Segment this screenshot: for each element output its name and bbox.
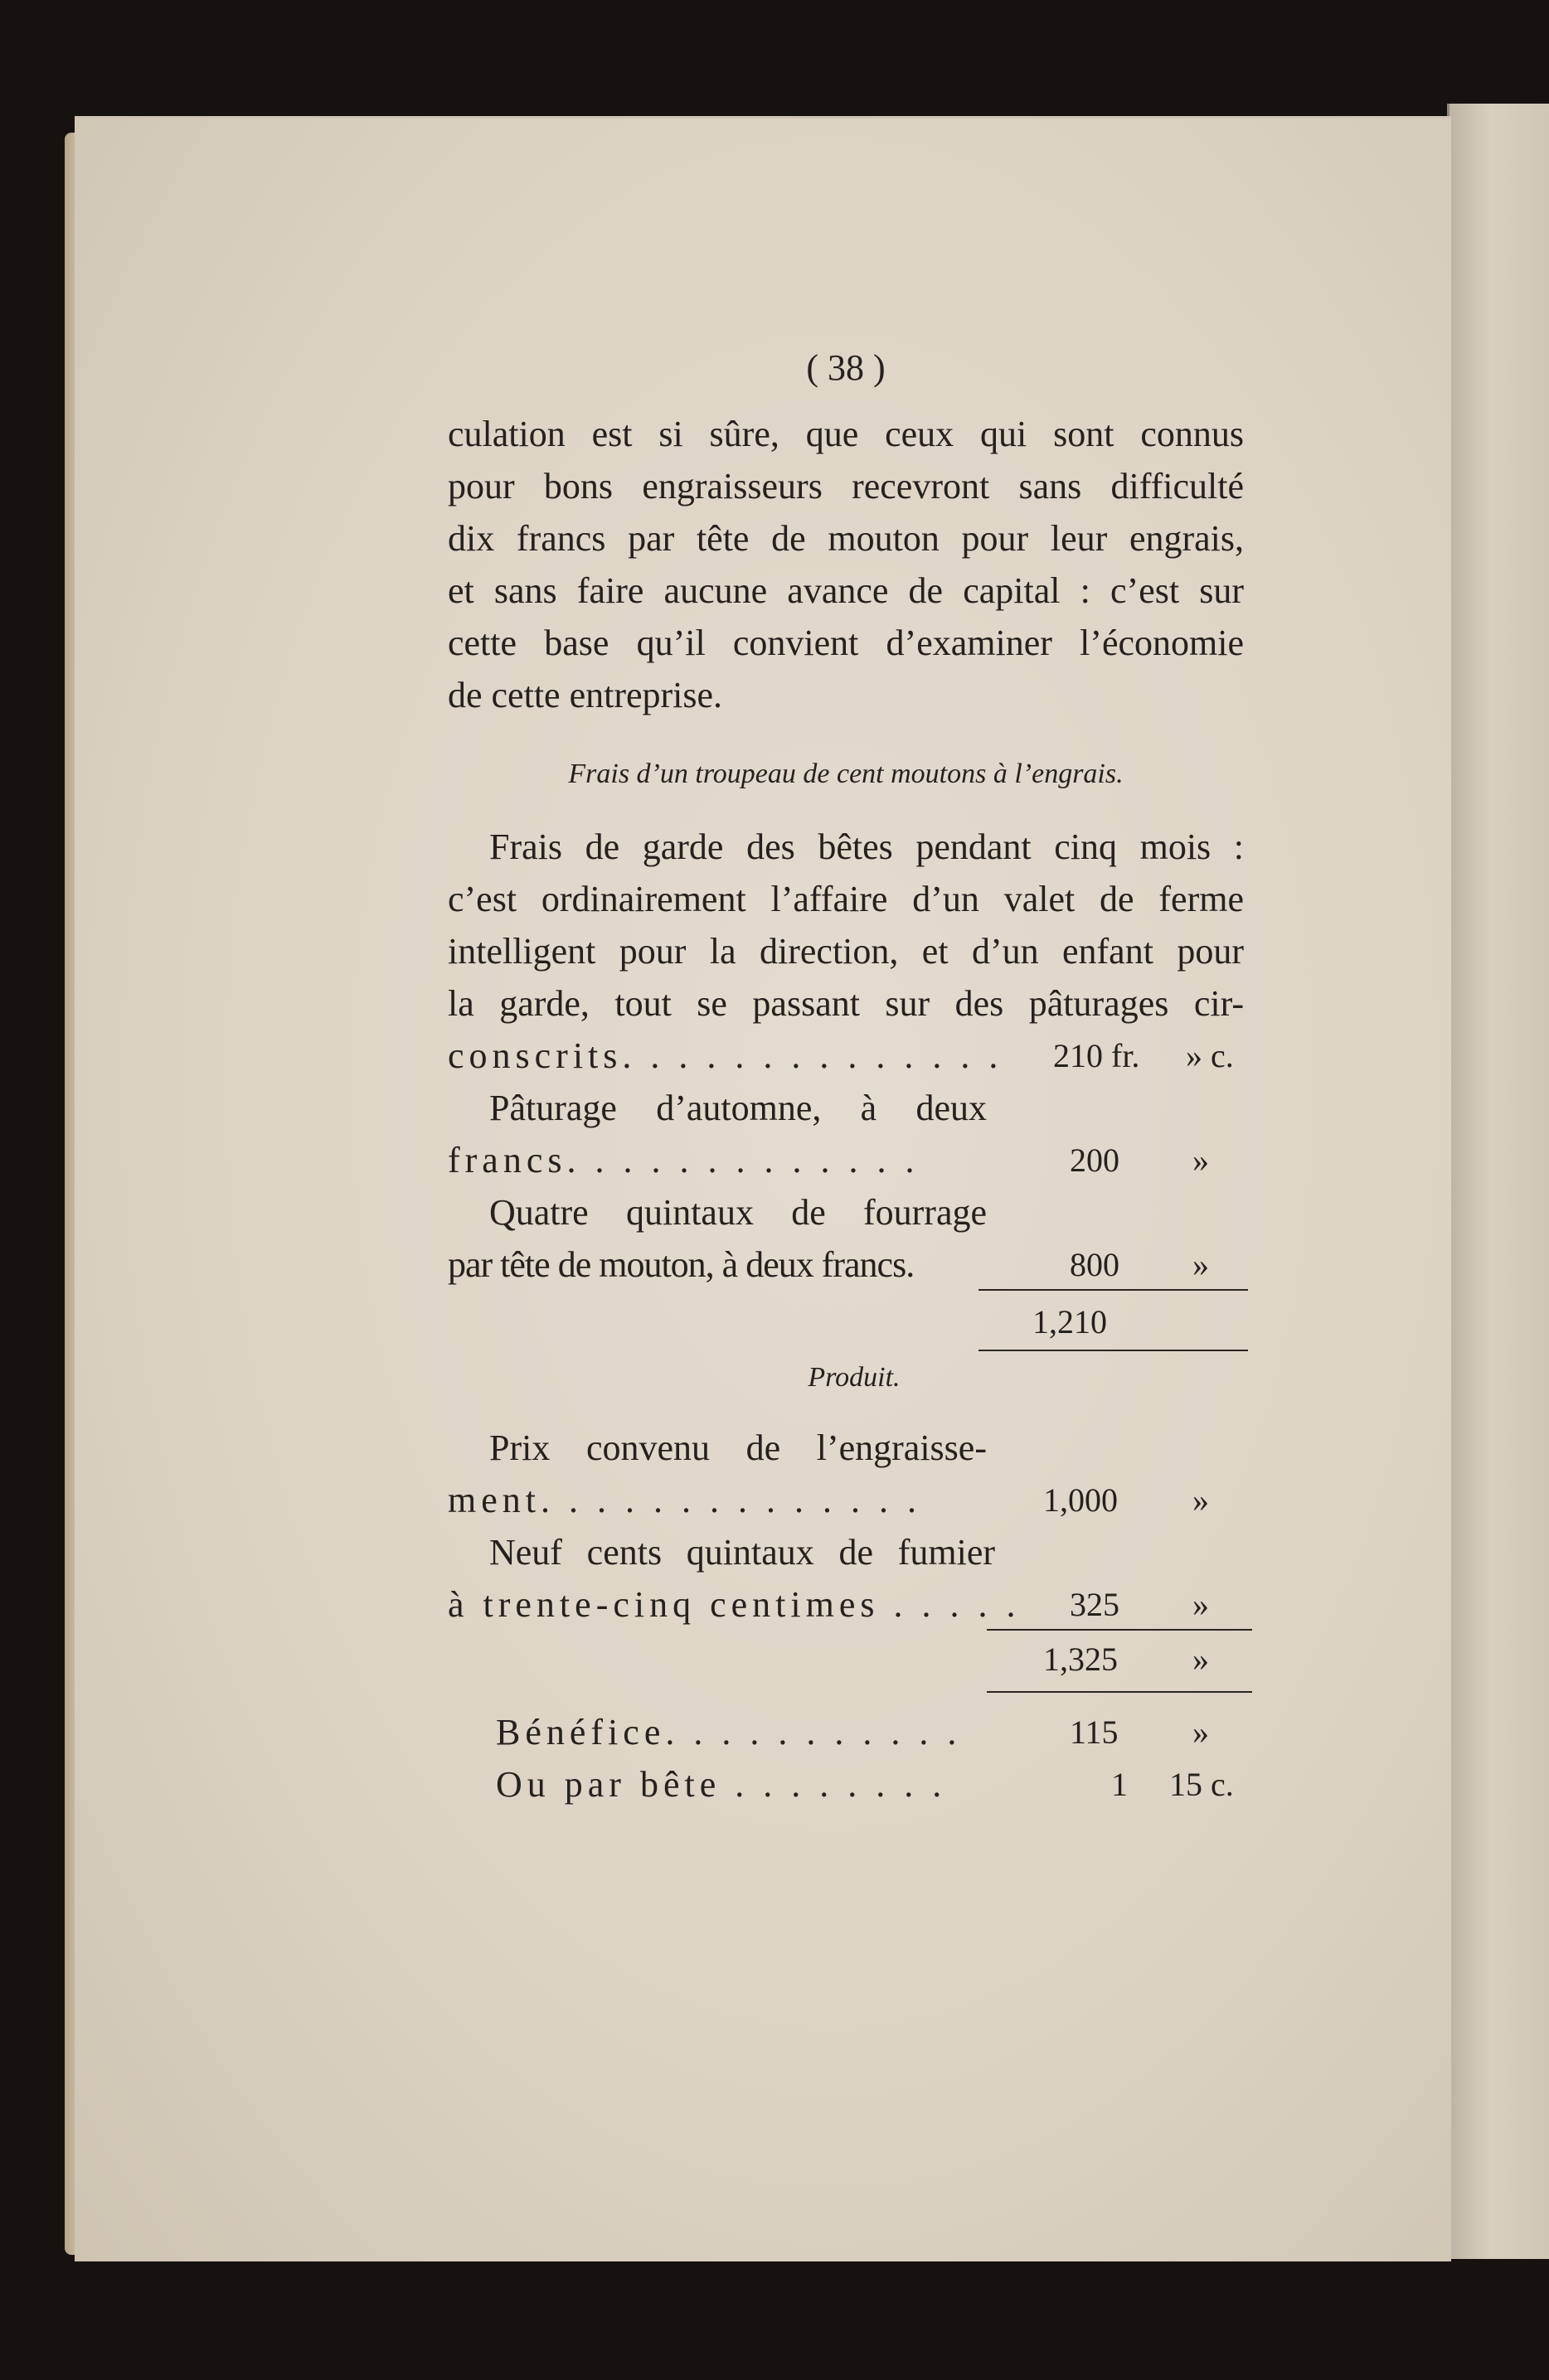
frais-item-label: par tête de mouton, à deux francs. xyxy=(448,1244,915,1285)
produit-item-unit: » xyxy=(1192,1481,1209,1519)
produit-item-label-first: Prix convenu de l’engraisse- xyxy=(489,1428,987,1468)
benefice-amount: 115 xyxy=(1070,1714,1119,1751)
intro-line-3: dix francs par tête de mouton pour leur engrais, xyxy=(448,518,1244,559)
frais-item-label: conscrits. . . . . . . . . . . . . . xyxy=(448,1035,1003,1076)
produit-total-unit: » xyxy=(1192,1641,1209,1678)
section-heading-frais: Frais d’un troupeau de cent moutons à l’engrais. xyxy=(568,759,1124,789)
frais-line-4: la garde, tout se passant sur des pâturages cir- xyxy=(448,983,1244,1024)
produit-item-unit: » xyxy=(1192,1586,1209,1623)
intro-line-4: et sans faire aucune avance de capital : c’est sur xyxy=(448,570,1244,611)
produit-total-amount: 1,325 xyxy=(1043,1641,1118,1678)
page-number: ( 38 ) xyxy=(806,347,886,388)
intro-line-5: cette base qu’il convient d’examiner l’économie xyxy=(448,623,1244,663)
produit-item-label-first: Neuf cents quintaux de fumier xyxy=(489,1532,995,1573)
produit-item-label: à trente-cinq centimes . . . . . xyxy=(448,1584,1021,1625)
par-bete-unit: 15 c. xyxy=(1169,1766,1234,1803)
frais-item-amount: 210 fr. xyxy=(1053,1037,1140,1074)
benefice-unit: » xyxy=(1192,1714,1209,1751)
sum-rule xyxy=(987,1691,1252,1693)
par-bete-label: Ou par bête . . . . . . . . xyxy=(496,1764,947,1805)
produit-item-amount: 1,000 xyxy=(1043,1481,1118,1519)
par-bete-amount: 1 xyxy=(1111,1766,1128,1803)
frais-item-label: francs. . . . . . . . . . . . . xyxy=(448,1140,920,1180)
produit-item-label: ment. . . . . . . . . . . . . . xyxy=(448,1480,921,1520)
frais-item-label-first: Pâturage d’automne, à deux xyxy=(489,1088,987,1128)
intro-line-2: pour bons engraisseurs recevront sans difficulté xyxy=(448,466,1244,507)
frais-line-1: Frais de garde des bêtes pendant cinq mois : xyxy=(489,826,1244,867)
frais-line-3: intelligent pour la direction, et d’un enfant pour xyxy=(448,931,1244,972)
frais-item-amount: 800 xyxy=(1070,1246,1119,1283)
frais-item-label-first: Quatre quintaux de fourrage xyxy=(489,1192,987,1233)
intro-line-1: culation est si sûre, que ceux qui sont connus xyxy=(448,414,1244,454)
sum-rule xyxy=(987,1629,1252,1631)
frais-item-unit: » xyxy=(1192,1142,1209,1179)
produit-item-amount: 325 xyxy=(1070,1586,1119,1623)
intro-line-6: de cette entreprise. xyxy=(448,675,723,715)
frais-item-unit: » c. xyxy=(1186,1037,1234,1074)
section-heading-produit: Produit. xyxy=(808,1362,901,1393)
frais-total: 1,210 xyxy=(1032,1303,1107,1340)
sum-rule xyxy=(978,1289,1248,1291)
frais-item-amount: 200 xyxy=(1070,1142,1119,1179)
sum-rule xyxy=(978,1350,1248,1351)
frais-item-unit: » xyxy=(1192,1246,1209,1283)
benefice-label: Bénéfice. . . . . . . . . . . xyxy=(496,1712,962,1752)
facing-page-edge xyxy=(1447,104,1549,2259)
frais-line-2: c’est ordinairement l’affaire d’un valet de ferme xyxy=(448,879,1244,919)
